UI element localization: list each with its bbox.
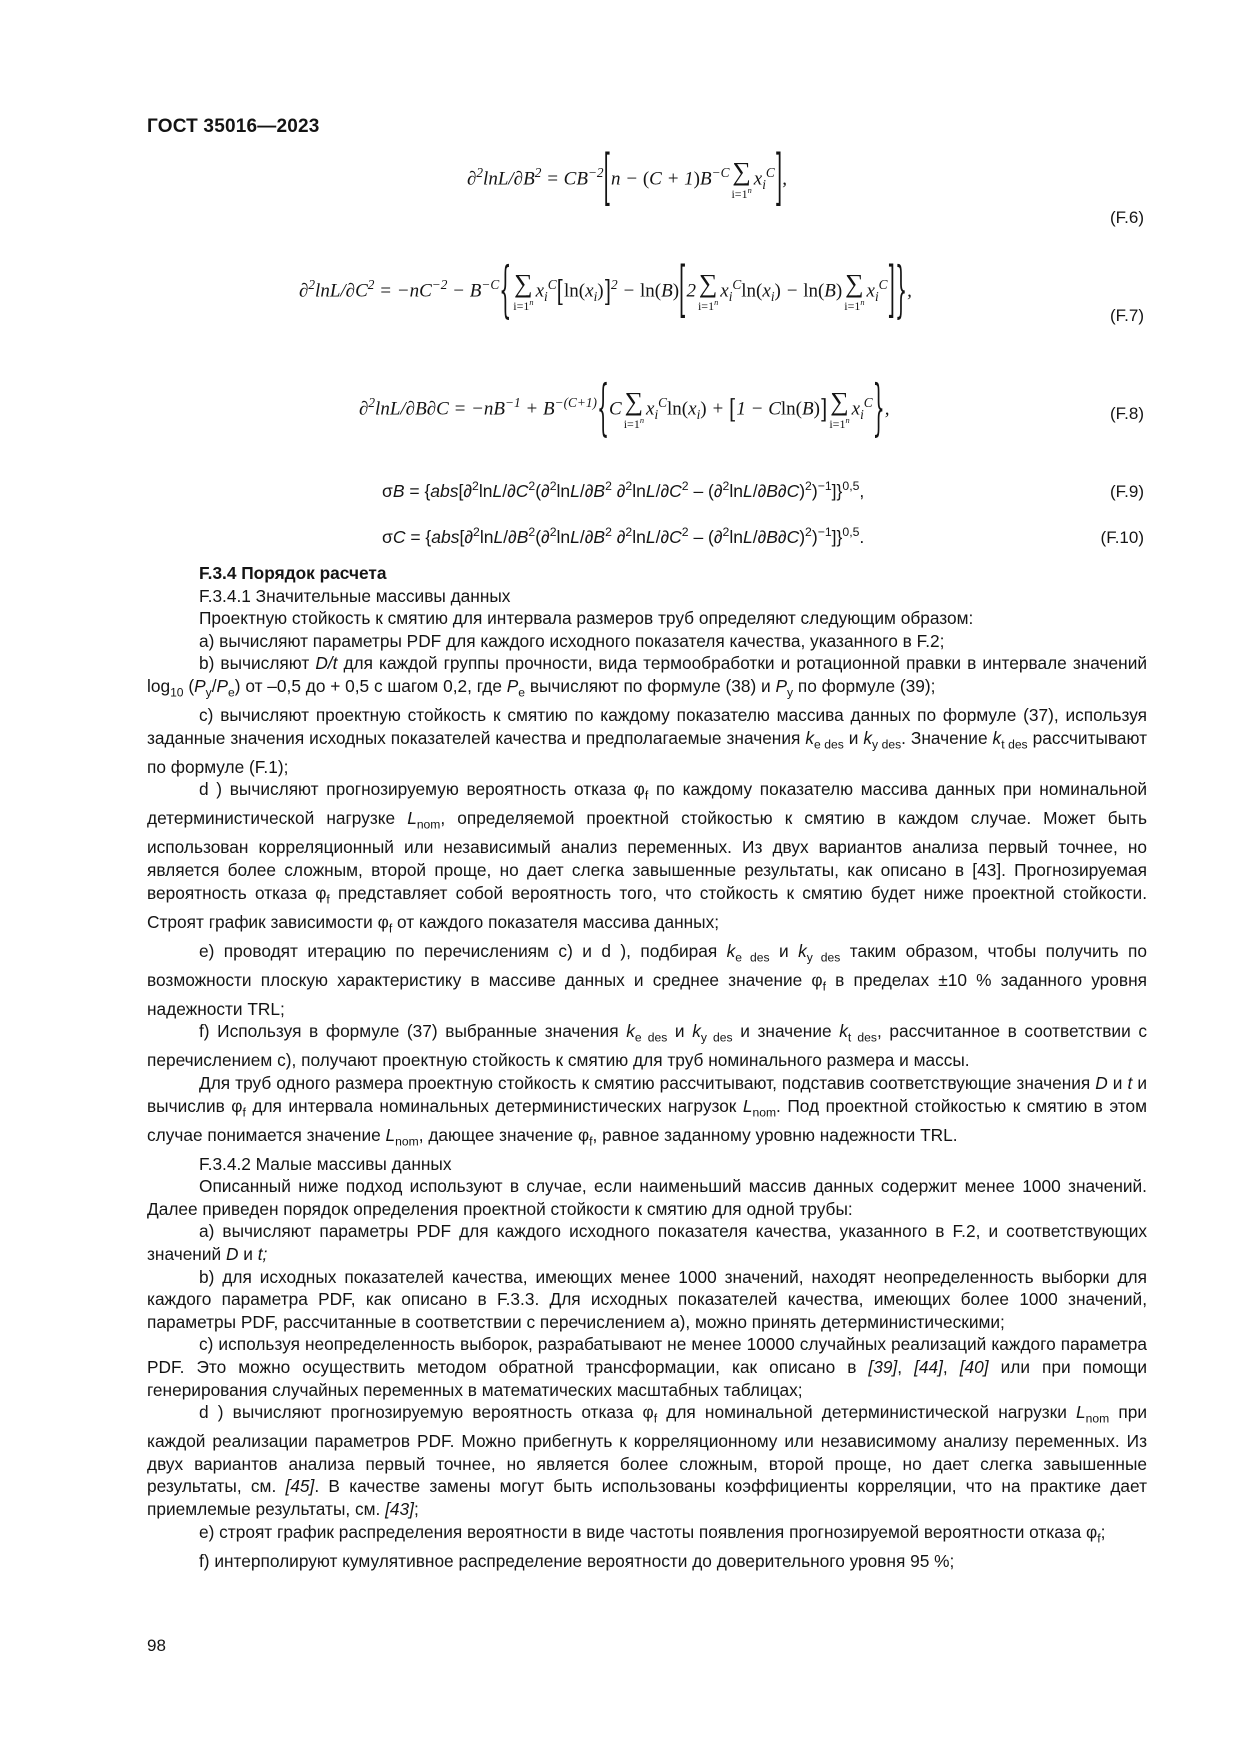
paragraph: Описанный ниже подход используют в случае, если наименьший массив данных содержит менее 1000 значений. Далее приведен порядок определения проектной стойкости к смятию для одной трубы: (147, 1176, 1147, 1219)
paragraph: Проектную стойкость к смятию для интервала размеров труб определяют следующим образом: (199, 608, 974, 629)
equation-f7-body: $\partial^2\ln L/\partial C^2 = -nC^{-2} - B^{-C}${ ∑ $i=1^n$ $x_i^C[\ln(x_i)]^2 - \ln(B)[2$ ∑ $i=1^n$ $x_i^C\ln(x_i) - \ln(B)$ ∑ $i=1^n$ $x_i^C$]}, (299, 255, 912, 326)
section-body (147, 562, 1147, 1572)
list-item: b) для исходных показателей качества, имеющих менее 1000 значений, находят неопределенность выборки для каждого параметра PDF, как описано в F.3.3. Для исходных показателей качества, имеющих более 1000 значений, параметры PDF, рассчитанные в соответствии с перечислением а), можно принять детерминистическими; (147, 1266, 1147, 1332)
equation-f10 (0, 526, 1241, 556)
equation-number: (F.9) (1110, 482, 1144, 501)
equation-f9-body: $\sigma B = \{abs[\partial^2\ln L/\partial C^2(\partial^2\ln L/\partial B^2$ $\partial^2\ln L/\partial C^2 - (\partial^2\ln L/\partial B\partial C)^2)^{-1}]\}^{0,5}$, (382, 479, 865, 501)
page-number: 98 (147, 1636, 166, 1655)
section-heading: F.3.4 Порядок расчета (199, 563, 387, 583)
equation-number: (F.6) (1110, 208, 1144, 227)
list-item: е) строят график распределения вероятности в виде частоты появления прогнозируемой вероятности отказа $\varphi_f$; (199, 1521, 1106, 1546)
list-item: f) Используя в формуле (37) выбранные значения $k_{e des}$ и $k_{y des}$ и значение $k_{t des}$, рассчитанное в соответствии с перечислением с), получают проектную стойкость к смятию для труб номинального размера и массы. (147, 1021, 1147, 1071)
equation-f6 (0, 143, 1241, 270)
equation-number: (F.10) (1100, 528, 1144, 547)
equation-number: (F.8) (1110, 404, 1144, 423)
list-item: а) вычисляют параметры PDF для каждого исходного показателя качества, указанного в F.2, и соответствующих значений D и t; (147, 1221, 1147, 1265)
equation-f9 (0, 480, 1241, 510)
subsection-title: F.3.4.1 Значительные массивы данных (199, 585, 511, 606)
subsection-title: F.3.4.2 Малые массивы данных (199, 1153, 452, 1174)
equation-f10-body: $\sigma C = \{abs[\partial^2\ln L/\partial B^2(\partial^2\ln L/\partial B^2$ $\partial^2\ln L/\partial C^2 - (\partial^2\ln L/\partial B\partial C)^2)^{-1}]\}^{0,5}$. (382, 525, 865, 547)
paragraph: Для труб одного размера проектную стойкость к смятию рассчитывают, подставив соответствующие значения D и t и вычислив $\varphi_f$ для интервала номинальных детерминистических нагрузок $L_{nom}$. Под проектной стойкостью к смятию в этом случае понимается значение $L_{nom}$, дающее значение $\varphi_f$, равное заданному уровню надежности TRL. (147, 1072, 1147, 1149)
equation-f8-body: $\partial^2\ln L/\partial B\partial C = -nB^{-1} + B^{-(C+1)}\{C$ ∑ $i=1^n$ $x_i^C\ln(x_i) + [1 - Cln(B)]$ ∑ $i=1^n$ $x_i^C$}, (359, 373, 890, 444)
list-item: с) используя неопределенность выборок, разрабатывают не менее 10000 случайных реализаций каждого параметра PDF. Это можно осуществить методом обратной трансформации, как описано в [39], [44], [40] или при помощи генерирования случайных переменных в математических масштабных таблицах; (147, 1334, 1147, 1400)
list-item: е) проводят итерацию по перечислениям с) и d ), подбирая $k_{e des}$ и $k_{y des}$ таким образом, чтобы получить по возможности плоскую характеристику в массиве данных и среднее значение $\varphi_f$ в пределах ±10 % заданного уровня надежности TRL; (147, 940, 1147, 1019)
list-item: b) вычисляют D/t для каждой группы прочности, вида термообработки и ротационной правки в интервале значений $\log_{10} (P_y/P_e)$ от –0,5 до + 0,5 с шагом 0,2, где $P_e$ вычисляют по формуле (38) и $P_y$ по формуле (39); (147, 653, 1147, 700)
list-item: f) интерполируют кумулятивное распределение вероятности до доверительного уровня 95 %; (199, 1550, 955, 1571)
standard-id: ГОСТ 35016—2023 (147, 116, 320, 137)
list-item: d ) вычисляют прогнозируемую вероятность отказа $\varphi_f$ для номинальной детерминистической нагрузки $L_{nom}$ при каждой реализации параметров PDF. Можно прибегнуть к корреляционному или независимому анализу переменных. Из двух вариантов анализа первый точнее, но является более сложным, второй проще, но дает слегка завышенные результаты, см. [45]. В качестве замены могут быть использованы коэффициенты корреляции, что на практике дает приемлемые результаты, см. [43]; (147, 1402, 1147, 1519)
equation-f6-body: $\partial^2\ln L/\partial B^2 = CB^{-2}[n - (C + 1)B^{-C}$ ∑ $i=1^n$ $x_i^C$], (467, 143, 787, 214)
equation-number: (F.7) (1110, 306, 1144, 325)
list-item: а) вычисляют параметры PDF для каждого исходного показателя качества, указанного в F.2; (199, 630, 945, 651)
list-item: d ) вычисляют прогнозируемую вероятность отказа $\varphi_f$ по каждому показателю массива данных при номинальной детерминистической нагрузке $L_{nom}$, определяемой проектной стойкостью к смятию в каждом случае. Может быть использован корреляционный или независимый анализ переменных. Из двух вариантов анализа первый точнее, но является более сложным, второй проще, но дает слегка завышенные результаты, как описано в [43]. Прогнозируемая вероятность отказа $\varphi_f$ представляет собой вероятность того, что стойкость к смятию будет ниже проектной стойкости. Строят график зависимости $\varphi_f$ от каждого показателя массива данных; (147, 779, 1147, 936)
equation-f7 (0, 255, 1241, 382)
list-item: с) вычисляют проектную стойкость к смятию по каждому показателю массива данных по формуле (37), используя заданные значения исходных показателей качества и предполагаемые значения $k_{e des}$ и $k_{y des}$. Значение $k_{t des}$ рассчитывают по формуле (F.1); (147, 705, 1147, 777)
